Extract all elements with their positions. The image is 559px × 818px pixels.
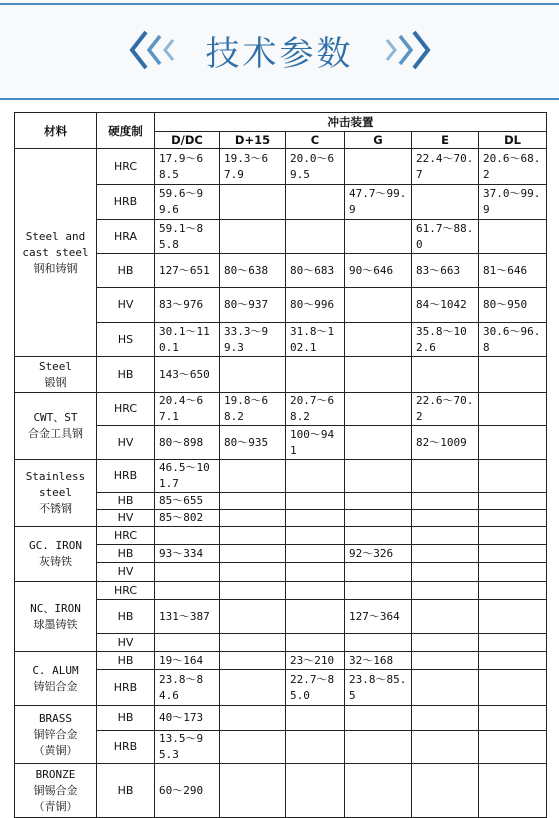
material-name-line: Steel bbox=[38, 359, 73, 373]
range-cell: 47.7～99.9 bbox=[345, 185, 412, 220]
range-cell: 61.7～88.0 bbox=[412, 220, 479, 254]
range-cell bbox=[479, 764, 547, 818]
range-cell: 19.8～68.2 bbox=[220, 393, 286, 426]
range-cell bbox=[220, 527, 286, 545]
range-cell bbox=[286, 460, 345, 493]
range-cell bbox=[345, 510, 412, 527]
range-cell bbox=[412, 460, 479, 493]
material-name-line: BRASS bbox=[38, 711, 73, 725]
material-name-line: NC、IRON bbox=[30, 601, 81, 615]
range-cell bbox=[479, 706, 547, 731]
chevrons-right-icon bbox=[376, 28, 436, 72]
range-cell: 85～802 bbox=[155, 510, 220, 527]
hardness-scale-cell: HS bbox=[97, 323, 155, 357]
device-col-header: C bbox=[286, 132, 345, 149]
material-cell bbox=[15, 357, 97, 393]
material-name-line: cast steel bbox=[22, 245, 89, 259]
page-title: 技术参数 bbox=[205, 33, 354, 74]
range-cell bbox=[479, 460, 547, 493]
hardness-scale-cell: HB bbox=[97, 545, 155, 563]
range-cell: 100～941 bbox=[286, 426, 345, 460]
range-cell bbox=[286, 582, 345, 600]
material-cell bbox=[15, 582, 97, 652]
range-cell: 83～976 bbox=[155, 288, 220, 323]
range-cell bbox=[345, 634, 412, 652]
chevrons-left-icon bbox=[124, 28, 184, 72]
material-name-line: 不锈钢 bbox=[39, 502, 72, 515]
range-cell: 30.6～96.8 bbox=[479, 323, 547, 357]
range-cell bbox=[345, 493, 412, 510]
range-cell: 22.4～70.7 bbox=[412, 149, 479, 185]
range-cell bbox=[412, 545, 479, 563]
range-cell bbox=[345, 323, 412, 357]
header-top-rule bbox=[0, 3, 559, 5]
hardness-scale-cell: HRC bbox=[97, 582, 155, 600]
material-name-line: Stainless bbox=[25, 470, 86, 483]
range-cell bbox=[220, 545, 286, 563]
range-cell: 13.5～95.3 bbox=[155, 731, 220, 764]
hardness-scale-cell: HV bbox=[97, 426, 155, 460]
table-row bbox=[15, 706, 547, 731]
range-cell bbox=[220, 357, 286, 393]
range-cell bbox=[345, 220, 412, 254]
range-cell bbox=[345, 706, 412, 731]
range-cell: 40～173 bbox=[155, 706, 220, 731]
range-cell bbox=[286, 706, 345, 731]
range-cell: 23～210 bbox=[286, 652, 345, 670]
table-row bbox=[15, 652, 547, 670]
table-row bbox=[15, 149, 547, 185]
range-cell bbox=[220, 582, 286, 600]
hardness-scale-cell: HV bbox=[97, 634, 155, 652]
range-cell bbox=[412, 527, 479, 545]
range-cell bbox=[479, 582, 547, 600]
hardness-scale-cell: HB bbox=[97, 764, 155, 818]
range-cell bbox=[220, 493, 286, 510]
range-cell bbox=[155, 563, 220, 582]
range-cell: 20.6～68.2 bbox=[479, 149, 547, 185]
title-banner bbox=[0, 18, 559, 82]
material-name-line: 球墨铸铁 bbox=[33, 617, 78, 631]
range-cell bbox=[412, 706, 479, 731]
hardness-scale-cell: HRB bbox=[97, 670, 155, 706]
range-cell bbox=[479, 220, 547, 254]
range-cell: 60～290 bbox=[155, 764, 220, 818]
range-cell bbox=[412, 582, 479, 600]
range-cell bbox=[286, 545, 345, 563]
range-cell: 17.9～68.5 bbox=[155, 149, 220, 185]
range-cell bbox=[345, 731, 412, 764]
range-cell bbox=[345, 393, 412, 426]
range-cell bbox=[286, 600, 345, 634]
range-cell bbox=[412, 670, 479, 706]
range-cell: 90～646 bbox=[345, 254, 412, 288]
hardness-scale-cell: HRA bbox=[97, 220, 155, 254]
range-cell: 32～168 bbox=[345, 652, 412, 670]
page-header bbox=[0, 0, 559, 101]
range-cell bbox=[479, 670, 547, 706]
range-cell bbox=[220, 600, 286, 634]
range-cell: 22.7～85.0 bbox=[286, 670, 345, 706]
range-cell bbox=[479, 493, 547, 510]
range-cell: 83～663 bbox=[412, 254, 479, 288]
material-name-line: steel bbox=[38, 486, 73, 499]
table-row bbox=[15, 527, 547, 545]
material-name-line: （黄铜） bbox=[33, 743, 78, 757]
material-name-line: Steel and bbox=[25, 229, 86, 243]
material-name-line: 铸铝合金 bbox=[33, 679, 78, 693]
device-col-header: G bbox=[345, 132, 412, 149]
range-cell: 23.8～85.5 bbox=[345, 670, 412, 706]
range-cell bbox=[412, 510, 479, 527]
range-cell bbox=[479, 527, 547, 545]
range-cell: 20.4～67.1 bbox=[155, 393, 220, 426]
range-cell: 143～650 bbox=[155, 357, 220, 393]
range-cell bbox=[220, 563, 286, 582]
table-row bbox=[15, 357, 547, 393]
range-cell bbox=[479, 634, 547, 652]
range-cell bbox=[345, 582, 412, 600]
material-name-line: 灰铸铁 bbox=[39, 555, 72, 568]
material-cell bbox=[15, 393, 97, 460]
range-cell: 80～996 bbox=[286, 288, 345, 323]
range-cell: 37.0～99.9 bbox=[479, 185, 547, 220]
range-cell bbox=[286, 527, 345, 545]
range-cell bbox=[286, 634, 345, 652]
range-cell bbox=[479, 510, 547, 527]
range-cell bbox=[220, 634, 286, 652]
range-cell bbox=[479, 545, 547, 563]
material-name-line: 钢和铸钢 bbox=[33, 261, 78, 275]
range-cell bbox=[286, 185, 345, 220]
hardness-scale-cell: HRC bbox=[97, 527, 155, 545]
range-cell bbox=[345, 764, 412, 818]
range-cell bbox=[479, 426, 547, 460]
range-cell bbox=[286, 220, 345, 254]
range-cell: 19～164 bbox=[155, 652, 220, 670]
range-cell: 81～646 bbox=[479, 254, 547, 288]
material-name-line: 铜锌合金 bbox=[33, 727, 78, 741]
material-name-line: 铜锡合金 bbox=[33, 783, 78, 797]
range-cell: 33.3～99.3 bbox=[220, 323, 286, 357]
range-cell bbox=[479, 600, 547, 634]
header-bottom-rule bbox=[0, 98, 559, 100]
range-cell bbox=[220, 460, 286, 493]
device-header: 冲击装置 bbox=[155, 113, 547, 132]
hardness-scale-cell: HB bbox=[97, 706, 155, 731]
material-cell bbox=[15, 460, 97, 527]
range-cell: 80～898 bbox=[155, 426, 220, 460]
material-name-line: CWT、ST bbox=[33, 411, 78, 424]
range-cell bbox=[412, 357, 479, 393]
range-cell bbox=[479, 731, 547, 764]
range-cell bbox=[286, 357, 345, 393]
range-cell bbox=[155, 634, 220, 652]
material-cell bbox=[15, 527, 97, 582]
hardness-scale-cell: HRC bbox=[97, 393, 155, 426]
range-cell bbox=[286, 493, 345, 510]
hardness-scale-cell: HB bbox=[97, 600, 155, 634]
range-cell bbox=[286, 510, 345, 527]
hardness-scale-cell: HB bbox=[97, 652, 155, 670]
range-cell bbox=[345, 149, 412, 185]
range-cell: 92～326 bbox=[345, 545, 412, 563]
hardness-scale-cell: HV bbox=[97, 563, 155, 582]
range-cell bbox=[479, 393, 547, 426]
hardness-scale-cell: HRC bbox=[97, 149, 155, 185]
range-cell bbox=[286, 731, 345, 764]
range-cell bbox=[345, 288, 412, 323]
range-cell: 127～651 bbox=[155, 254, 220, 288]
range-cell: 93～334 bbox=[155, 545, 220, 563]
range-cell bbox=[220, 670, 286, 706]
device-col-header: DL bbox=[479, 132, 547, 149]
range-cell bbox=[220, 764, 286, 818]
range-cell bbox=[412, 493, 479, 510]
range-cell bbox=[286, 563, 345, 582]
device-col-header: D/DC bbox=[155, 132, 220, 149]
range-cell bbox=[155, 527, 220, 545]
range-cell: 127～364 bbox=[345, 600, 412, 634]
range-cell bbox=[345, 357, 412, 393]
range-cell bbox=[220, 652, 286, 670]
range-cell bbox=[412, 764, 479, 818]
range-cell bbox=[345, 527, 412, 545]
range-cell bbox=[479, 357, 547, 393]
material-cell bbox=[15, 764, 97, 818]
range-cell: 84～1042 bbox=[412, 288, 479, 323]
device-col-header: D+15 bbox=[220, 132, 286, 149]
range-cell bbox=[220, 220, 286, 254]
range-cell bbox=[220, 706, 286, 731]
hardness-scale-cell: HRB bbox=[97, 185, 155, 220]
range-cell bbox=[220, 185, 286, 220]
range-cell: 31.8～102.1 bbox=[286, 323, 345, 357]
range-cell bbox=[412, 652, 479, 670]
range-cell: 59.1～85.8 bbox=[155, 220, 220, 254]
range-cell: 85～655 bbox=[155, 493, 220, 510]
hardness-scale-cell: HRB bbox=[97, 460, 155, 493]
range-cell: 23.8～84.6 bbox=[155, 670, 220, 706]
range-cell: 22.6～70.2 bbox=[412, 393, 479, 426]
material-header: 材料 bbox=[15, 113, 97, 149]
range-cell: 59.6～99.6 bbox=[155, 185, 220, 220]
hardness-scale-cell: HRB bbox=[97, 731, 155, 764]
material-cell bbox=[15, 706, 97, 764]
hardness-scale-cell: HV bbox=[97, 510, 155, 527]
spec-table bbox=[14, 112, 547, 818]
hardness-scale-cell: HV bbox=[97, 288, 155, 323]
range-cell bbox=[345, 426, 412, 460]
range-cell bbox=[220, 731, 286, 764]
material-name-line: GC. IRON bbox=[29, 539, 82, 552]
range-cell bbox=[345, 460, 412, 493]
range-cell: 20.0～69.5 bbox=[286, 149, 345, 185]
range-cell bbox=[220, 510, 286, 527]
material-name-line: 合金工具钢 bbox=[28, 427, 83, 440]
range-cell: 30.1～110.1 bbox=[155, 323, 220, 357]
material-name-line: BRONZE bbox=[35, 767, 76, 781]
range-cell bbox=[155, 582, 220, 600]
table-row bbox=[15, 764, 547, 818]
range-cell: 19.3～67.9 bbox=[220, 149, 286, 185]
table-row bbox=[15, 582, 547, 600]
range-cell bbox=[412, 600, 479, 634]
range-cell bbox=[412, 731, 479, 764]
hardness-scale-cell: HB bbox=[97, 493, 155, 510]
material-name-line: C. ALUM bbox=[32, 663, 79, 677]
table-row bbox=[15, 460, 547, 493]
range-cell bbox=[286, 764, 345, 818]
range-cell bbox=[412, 563, 479, 582]
range-cell: 20.7～68.2 bbox=[286, 393, 345, 426]
hardness-scale-cell: HB bbox=[97, 357, 155, 393]
range-cell: 80～638 bbox=[220, 254, 286, 288]
hardness-header: 硬度制 bbox=[97, 113, 155, 149]
range-cell: 80～683 bbox=[286, 254, 345, 288]
table-row bbox=[15, 393, 547, 426]
range-cell bbox=[479, 652, 547, 670]
range-cell bbox=[479, 563, 547, 582]
range-cell bbox=[412, 634, 479, 652]
range-cell bbox=[345, 563, 412, 582]
material-name-line: （青铜） bbox=[33, 799, 78, 813]
material-name-line: 锻钢 bbox=[44, 375, 67, 389]
range-cell: 46.5～101.7 bbox=[155, 460, 220, 493]
range-cell bbox=[412, 185, 479, 220]
device-col-header: E bbox=[412, 132, 479, 149]
range-cell: 80～937 bbox=[220, 288, 286, 323]
material-cell bbox=[15, 149, 97, 357]
material-cell bbox=[15, 652, 97, 706]
range-cell: 80～950 bbox=[479, 288, 547, 323]
hardness-scale-cell: HB bbox=[97, 254, 155, 288]
range-cell: 35.8～102.6 bbox=[412, 323, 479, 357]
range-cell: 80～935 bbox=[220, 426, 286, 460]
range-cell: 131～387 bbox=[155, 600, 220, 634]
range-cell: 82～1009 bbox=[412, 426, 479, 460]
